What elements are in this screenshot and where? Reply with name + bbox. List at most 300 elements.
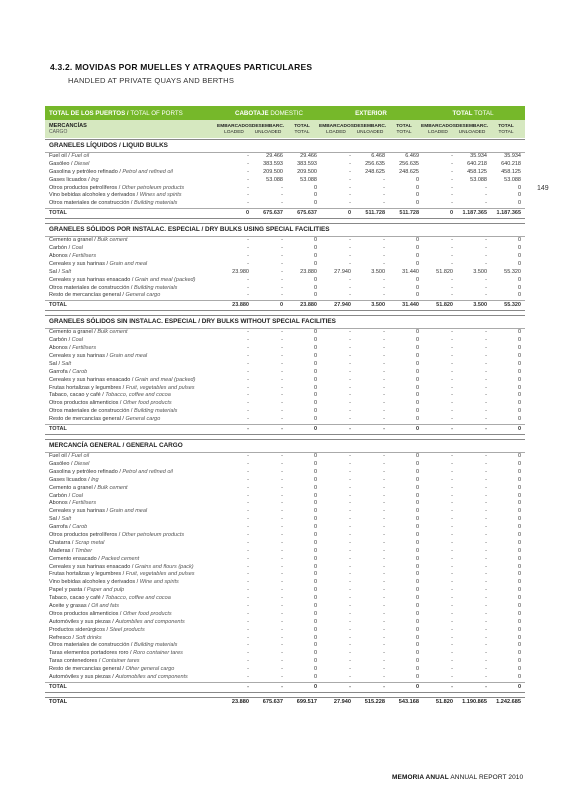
table-row [45, 469, 525, 477]
row-value: - [247, 460, 249, 467]
row-value: - [383, 368, 385, 375]
total-value: 1.187.365 [496, 210, 521, 217]
row-value: - [281, 260, 283, 267]
subheader-column: DESEMBARC. UNLOADED [455, 124, 489, 135]
row-value: 0 [517, 555, 521, 562]
row-value: 35.934 [470, 153, 487, 159]
subheader-column: EMBARCADOS LOADED [217, 124, 252, 135]
row-value: - [383, 531, 385, 538]
total-label: TOTAL [49, 683, 67, 690]
row-value: 0 [313, 453, 317, 460]
row-label: Tabaco, cacao y café / Tobacco, coffee and cocoa [49, 595, 171, 602]
row-value: - [247, 492, 249, 499]
row-value: - [383, 508, 385, 515]
row-value: - [451, 160, 453, 167]
total-value: 0 [415, 683, 419, 690]
row-value: - [451, 587, 453, 594]
row-value: 0 [313, 563, 317, 570]
row-value: 248.625 [399, 168, 419, 175]
row-value: 256.635 [365, 160, 385, 167]
row-value: 0 [415, 400, 419, 407]
row-label: Otros productos alimenticios / Other food products [49, 610, 172, 617]
table-row [45, 453, 525, 461]
row-value: - [247, 516, 249, 523]
row-value: - [383, 416, 385, 423]
row-value: - [281, 666, 283, 673]
row-value: - [247, 329, 249, 336]
table-row [45, 369, 525, 377]
row-value: - [349, 673, 351, 680]
total-value: 3.500 [473, 302, 487, 309]
row-value: - [247, 666, 249, 673]
table-row [45, 400, 525, 408]
row-value: - [281, 453, 283, 460]
row-value: 0 [313, 284, 317, 291]
row-value: 0 [517, 524, 521, 531]
row-value: 0 [313, 642, 317, 649]
row-value: - [349, 610, 351, 617]
row-label: Abonos / Fertilisers [49, 500, 97, 507]
row-value: 53.088 [470, 176, 487, 183]
row-value: - [485, 345, 487, 352]
row-value: - [451, 284, 453, 291]
total-value: - [349, 683, 351, 690]
row-label: Cereales y sus harinas / Grain and meal [49, 508, 148, 515]
row-label: Otros productos alimenticios / Other food products [49, 400, 172, 407]
row-value: - [383, 392, 385, 399]
row-value: - [247, 658, 249, 665]
row-value: 0 [313, 408, 317, 415]
row-label: Otros productos petrolíferos / Other petroleum products [49, 184, 185, 191]
row-value: 0 [415, 253, 419, 260]
row-label: Cereales y sus harinas ensacado / Grain and meal (packed) [49, 276, 196, 283]
row-value: 55.320 [504, 268, 521, 275]
row-value: - [485, 329, 487, 336]
row-value: 0 [415, 453, 419, 460]
row-value: 0 [517, 353, 521, 360]
row-value: - [485, 253, 487, 260]
row-value: - [281, 237, 283, 244]
row-label: Taras contenedores / Container tares [49, 658, 140, 665]
table-row [45, 666, 525, 674]
row-value: 35.934 [504, 153, 521, 159]
row-value: - [383, 245, 385, 252]
row-value: - [349, 658, 351, 665]
row-label: Otros materiales de construcción / Building materials [49, 642, 178, 649]
row-value: 0 [517, 579, 521, 586]
row-value: 0 [415, 353, 419, 360]
row-value: 0 [415, 260, 419, 267]
row-label: Automóviles y sus piezas / Autombiles and components [49, 618, 185, 625]
row-value: - [485, 476, 487, 483]
row-value: - [451, 500, 453, 507]
row-value: - [383, 555, 385, 562]
row-label: Taras elementos portadores roro / Roro container tares [49, 650, 183, 657]
row-value: - [247, 360, 249, 367]
row-value: - [247, 245, 249, 252]
row-value: - [451, 595, 453, 602]
row-value: - [383, 642, 385, 649]
row-value: 0 [313, 245, 317, 252]
row-label: Frutas hortalizas y legumbres / Fruit, vegetables and pulses [49, 384, 195, 391]
row-value: - [349, 468, 351, 475]
row-value: 0 [517, 237, 521, 244]
row-value: - [451, 368, 453, 375]
row-value: - [485, 547, 487, 554]
row-value: - [383, 547, 385, 554]
row-value: - [281, 610, 283, 617]
row-value: - [485, 200, 487, 207]
row-label: Vino bebidas alcoholes y derivados / Wines and spirits [49, 192, 182, 199]
row-value: - [281, 376, 283, 383]
row-value: - [451, 276, 453, 283]
row-value: - [451, 408, 453, 415]
row-value: - [485, 602, 487, 609]
row-value: - [247, 602, 249, 609]
row-value: - [349, 237, 351, 244]
row-label: Cereales y sus harinas / Grain and meal [49, 260, 148, 267]
row-value: 0 [415, 579, 419, 586]
row-value: 0 [517, 345, 521, 352]
row-value: - [451, 337, 453, 344]
row-value: 0 [313, 276, 317, 283]
row-value: - [383, 237, 385, 244]
row-value: - [383, 666, 385, 673]
row-value: - [281, 416, 283, 423]
row-value: - [349, 245, 351, 252]
row-value: 0 [415, 571, 419, 578]
row-value: - [383, 345, 385, 352]
total-value: - [349, 426, 351, 433]
row-value: - [281, 276, 283, 283]
grand-total-value: 1.242.685 [496, 698, 521, 705]
total-value: 31.440 [402, 302, 419, 309]
row-value: - [247, 353, 249, 360]
table-row [45, 261, 525, 269]
row-value: - [349, 284, 351, 291]
row-value: - [349, 360, 351, 367]
row-value: - [349, 384, 351, 391]
row-value: - [247, 168, 249, 175]
row-value: 0 [415, 384, 419, 391]
row-value: 0 [313, 539, 317, 546]
total-value: 0 [517, 426, 521, 433]
table-row [45, 485, 525, 493]
row-value: - [485, 360, 487, 367]
total-value: - [451, 683, 453, 690]
row-value: - [485, 595, 487, 602]
row-value: - [485, 610, 487, 617]
row-value: - [485, 392, 487, 399]
row-value: - [247, 345, 249, 352]
row-value: - [281, 192, 283, 199]
row-value: - [451, 376, 453, 383]
row-value: - [349, 555, 351, 562]
row-value: 0 [517, 284, 521, 291]
row-value: - [383, 516, 385, 523]
row-value: 0 [415, 460, 419, 467]
row-value: - [383, 673, 385, 680]
row-label: Maderas / Timber [49, 547, 93, 554]
row-value: - [485, 579, 487, 586]
row-value: - [349, 626, 351, 633]
subheader-column: EMBARCADOS LOADED [319, 124, 354, 135]
row-value: - [451, 453, 453, 460]
row-value: - [485, 555, 487, 562]
table-row [45, 292, 525, 300]
row-value: - [451, 492, 453, 499]
row-value: 0 [313, 626, 317, 633]
row-value: - [281, 579, 283, 586]
row-value: - [485, 237, 487, 244]
row-value: 0 [415, 602, 419, 609]
row-value: - [247, 192, 249, 199]
table-row [45, 477, 525, 485]
row-value: - [451, 253, 453, 260]
subheader-column: DESEMBARC. UNLOADED [353, 124, 387, 135]
row-value: - [349, 337, 351, 344]
row-value: - [247, 384, 249, 391]
row-value: - [451, 508, 453, 515]
row-value: 0 [517, 476, 521, 483]
row-value: - [281, 634, 283, 641]
row-value: - [451, 168, 453, 175]
row-value: - [451, 539, 453, 546]
row-value: - [451, 384, 453, 391]
row-value: 29.466 [300, 153, 317, 159]
row-value: 0 [313, 602, 317, 609]
row-value: - [383, 658, 385, 665]
row-value: - [247, 453, 249, 460]
row-label: Otros materiales de construcción / Building materials [49, 200, 178, 207]
total-value: - [247, 426, 249, 433]
row-value: - [451, 531, 453, 538]
row-value: - [281, 392, 283, 399]
row-value: - [349, 368, 351, 375]
row-label: Gasóleo / Diesel [49, 460, 90, 467]
row-value: - [383, 400, 385, 407]
row-value: 6.469 [405, 153, 419, 159]
row-label: Frutas hortalizas y legumbres / Fruit, vegetables and pulses [49, 571, 195, 578]
row-label: Garrofa / Carob [49, 368, 88, 375]
row-label: Fuel oil / Fuel oil [49, 153, 90, 159]
row-value: - [349, 634, 351, 641]
row-value: - [281, 595, 283, 602]
row-value: - [281, 245, 283, 252]
row-value: - [451, 547, 453, 554]
row-value: - [247, 579, 249, 586]
row-value: - [383, 492, 385, 499]
row-value: 0 [313, 555, 317, 562]
row-value: - [485, 571, 487, 578]
row-value: - [281, 184, 283, 191]
row-value: 0 [415, 245, 419, 252]
row-value: 0 [415, 476, 419, 483]
row-value: - [451, 176, 453, 183]
row-value: 0 [313, 360, 317, 367]
row-value: - [247, 587, 249, 594]
row-value: - [485, 416, 487, 423]
grand-total-value: 543.168 [398, 698, 419, 705]
row-value: - [451, 292, 453, 299]
grand-total-value: 515.228 [364, 698, 385, 705]
row-value: - [485, 587, 487, 594]
table-row [45, 642, 525, 650]
row-value: - [383, 337, 385, 344]
row-label: Otros materiales de construcción / Building materials [49, 284, 178, 291]
row-value: - [383, 192, 385, 199]
total-value: 511.728 [399, 210, 419, 217]
row-value: - [349, 492, 351, 499]
row-value: - [485, 666, 487, 673]
table-row [45, 658, 525, 666]
row-value: 0 [415, 658, 419, 665]
row-label: Cereales y sus harinas ensacado / Grain and meal (packed) [49, 376, 196, 383]
row-value: - [383, 595, 385, 602]
row-value: - [451, 524, 453, 531]
row-value: - [451, 200, 453, 207]
row-value: 0 [313, 200, 317, 207]
row-value: - [349, 329, 351, 336]
row-value: - [485, 400, 487, 407]
row-value: - [485, 292, 487, 299]
subheader-column: DESEMBARC. UNLOADED [251, 124, 285, 135]
row-label: Gasolina y petróleo refinado / Petrol and refined oil [49, 468, 173, 475]
row-value: 0 [313, 468, 317, 475]
subheader-cargo: MERCANCÍAS CARGO [49, 123, 87, 135]
table-row [45, 269, 525, 277]
row-value: - [281, 642, 283, 649]
row-value: - [247, 260, 249, 267]
row-value: - [247, 524, 249, 531]
row-value: - [383, 587, 385, 594]
row-value: 0 [517, 650, 521, 657]
row-value: 0 [415, 276, 419, 283]
row-value: - [485, 408, 487, 415]
row-value: 0 [415, 468, 419, 475]
row-value: - [485, 563, 487, 570]
row-value: - [281, 524, 283, 531]
row-value: - [281, 468, 283, 475]
row-value: 0 [415, 484, 419, 491]
row-value: - [349, 408, 351, 415]
row-value: - [383, 408, 385, 415]
row-value: - [349, 400, 351, 407]
row-value: - [451, 555, 453, 562]
row-label: Vino bebidas alcoholes y derivados / Wine and spirits [49, 579, 179, 586]
row-value: - [247, 618, 249, 625]
row-value: - [247, 284, 249, 291]
row-value: 0 [313, 500, 317, 507]
row-value: - [247, 468, 249, 475]
row-value: - [247, 400, 249, 407]
row-value: - [281, 571, 283, 578]
cargo-table [45, 106, 525, 707]
row-value: - [383, 360, 385, 367]
subheader-column: EMBARCADOS LOADED [421, 124, 456, 135]
row-value: - [247, 237, 249, 244]
row-value: - [451, 658, 453, 665]
row-value: 0 [415, 666, 419, 673]
row-value: - [349, 579, 351, 586]
table-row [45, 674, 525, 682]
total-value: 0 [449, 210, 453, 217]
row-value: - [281, 539, 283, 546]
row-value: 0 [517, 595, 521, 602]
row-value: 0 [313, 337, 317, 344]
page-title: 4.3.2. MOVIDAS POR MUELLES Y ATRAQUES PARTICULARES [50, 62, 313, 72]
row-label: Garrofa / Carob [49, 524, 88, 531]
row-value: 6.468 [371, 153, 385, 159]
row-value: - [281, 484, 283, 491]
row-value: 0 [415, 516, 419, 523]
total-value: 0 [245, 210, 249, 217]
row-value: - [281, 476, 283, 483]
table-row [45, 192, 525, 200]
grand-total-value: 699.517 [296, 698, 317, 705]
table-row [45, 556, 525, 564]
row-label: Cereales y sus harinas ensacado / Grains and flours (pack) [49, 563, 194, 570]
row-value: - [349, 160, 351, 167]
row-value: 0 [415, 416, 419, 423]
row-value: 0 [313, 260, 317, 267]
table-row [45, 611, 525, 619]
row-label: Abonos / Fertilisers [49, 345, 97, 352]
row-value: - [247, 484, 249, 491]
table-row [45, 153, 525, 161]
row-value: - [485, 634, 487, 641]
row-value: - [349, 618, 351, 625]
row-value: - [451, 184, 453, 191]
row-value: 0 [313, 595, 317, 602]
row-value: - [247, 392, 249, 399]
row-value: - [451, 650, 453, 657]
table-row [45, 461, 525, 469]
row-value: 0 [313, 292, 317, 299]
section-title: MERCANCÍA GENERAL / GENERAL CARGO [45, 439, 525, 453]
row-value: - [451, 673, 453, 680]
row-value: - [247, 253, 249, 260]
row-value: - [281, 345, 283, 352]
row-value: - [281, 626, 283, 633]
row-value: 0 [517, 673, 521, 680]
grand-total-value: 675.637 [262, 698, 283, 705]
row-value: 0 [415, 634, 419, 641]
row-value: - [281, 555, 283, 562]
row-label: Chatarra / Scrap metal [49, 539, 105, 546]
row-value: 0 [415, 673, 419, 680]
row-value: 0 [415, 200, 419, 207]
row-value: - [281, 531, 283, 538]
row-value: - [383, 176, 385, 183]
table-row [45, 329, 525, 337]
row-value: - [247, 571, 249, 578]
row-value: - [485, 673, 487, 680]
table-row [45, 277, 525, 285]
row-value: - [383, 610, 385, 617]
row-value: - [349, 176, 351, 183]
total-value: 55.320 [504, 302, 521, 309]
row-value: - [485, 508, 487, 515]
row-value: - [281, 587, 283, 594]
row-value: - [349, 539, 351, 546]
row-value: - [247, 476, 249, 483]
total-label: TOTAL [49, 302, 67, 309]
row-value: - [451, 392, 453, 399]
row-value: - [485, 500, 487, 507]
row-label: Fuel oil / Fuel oil [49, 453, 90, 460]
table-row [45, 564, 525, 572]
